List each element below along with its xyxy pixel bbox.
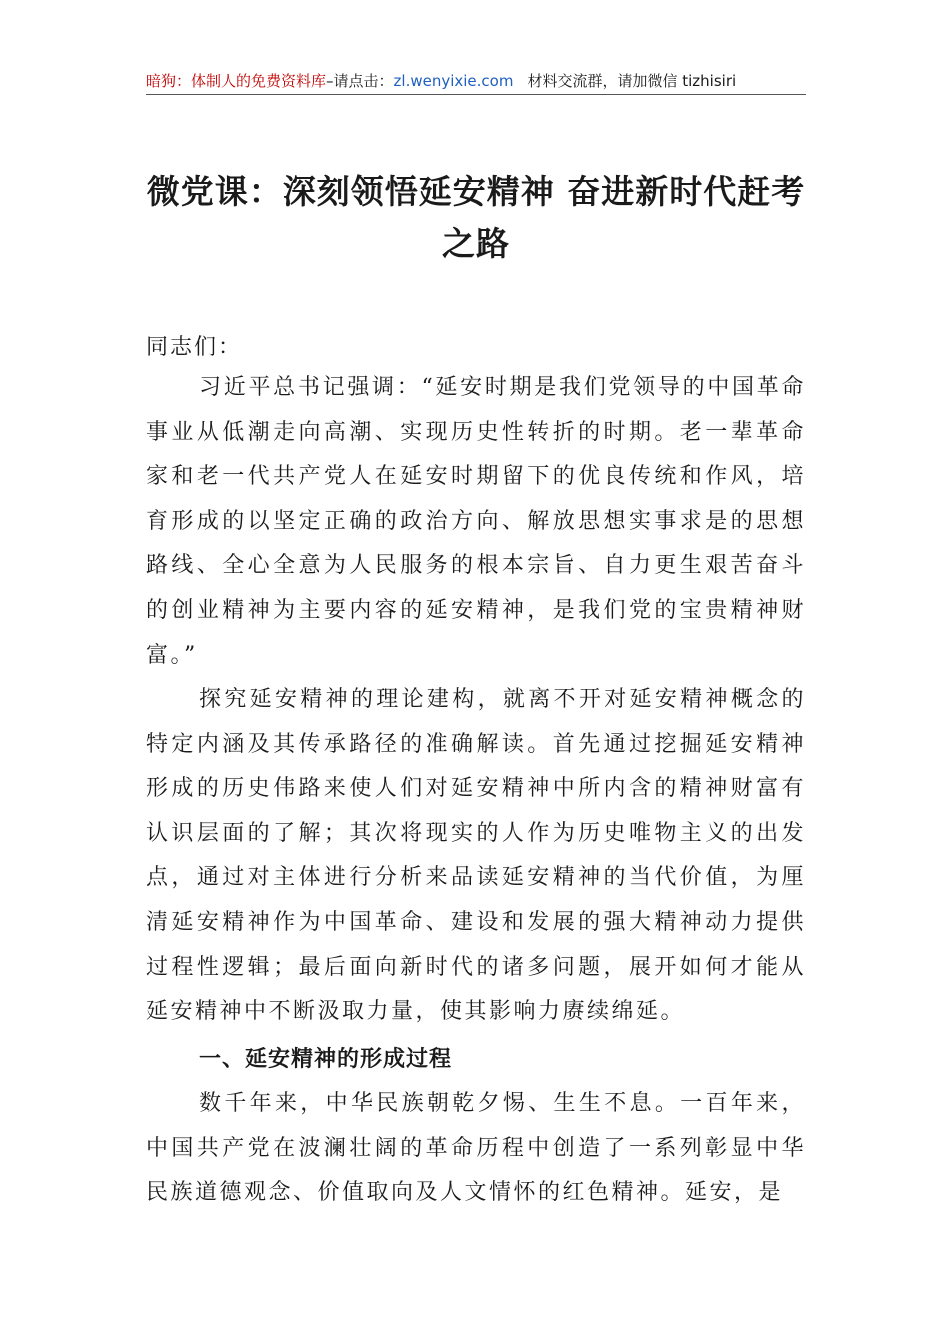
header-bar bbox=[146, 68, 806, 94]
section-heading: 一、延安精神的形成过程 bbox=[199, 1047, 453, 1072]
document-title: 微党课：深刻领悟延安精神 奋进新时代赶考之路 bbox=[146, 172, 806, 263]
contact-text: 材料交流群，请加微信 tizhisiri bbox=[527, 72, 737, 90]
paragraph: 数千年来，中华民族朝乾夕惕、生生不息。一百年来，中国共产党在波澜壮阔的革命历程中创造了一系列彰显中华民族道德观念、价值取向及人文情怀的红色精神。延安，是 bbox=[146, 1091, 806, 1206]
header-divider bbox=[146, 94, 806, 95]
greeting: 同志们： bbox=[146, 335, 243, 360]
paragraph: 探究延安精神的理论建构，就离不开对延安精神概念的特定内涵及其传承路径的准确解读。首先通过挖掘延安精神形成的历史伟路来使人们对延安精神中所内含的精神财富有认识层面的了解；其次将现实的人作为历史唯物主义的出发点，通过对主体进行分析来品读延安精神的当代价值，为厘清延安精神作为中国革命、建设和发展的强大精神动力提供过程性逻辑；最后面向新时代的诸多问题，展开如何才能从延安精神中不断汲取力量，使其影响力赓续绵延。 bbox=[146, 687, 806, 1025]
brand-text: 暗狗：体制人的免费资料库 bbox=[146, 72, 327, 90]
paragraph: 习近平总书记强调：“延安时期是我们党领导的中国革命事业从低潮走向高潮、实现历史性转折的时期。老一辈革命家和老一代共产党人在延安时期留下的优良传统和作风，培育形成的以坚定正确的政治方向、解放思想实事求是的思想路线、全心全意为人民服务的根本宗旨、自力更生艰苦奋斗的创业精神为主要内容的延安精神，是我们党的宝贵精神财富。” bbox=[146, 375, 806, 668]
site-link[interactable]: zl.wenyixie.com bbox=[393, 72, 514, 90]
prompt-text: –请点击： bbox=[326, 72, 394, 90]
